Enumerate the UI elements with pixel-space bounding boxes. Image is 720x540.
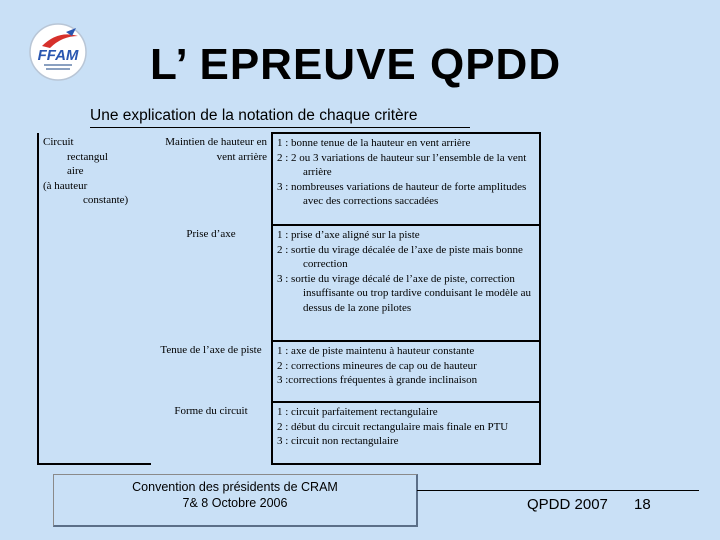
notes-cell: [272, 225, 540, 341]
page-number: 18: [634, 496, 651, 513]
category-line: rectangul: [67, 150, 108, 163]
category-line: aire: [67, 165, 84, 177]
criterion-cell: Prise d’axe: [186, 228, 236, 240]
category-line: Circuit: [43, 136, 74, 148]
note-line: 3 :corrections fréquentes à grande inclinaison: [277, 374, 478, 386]
ffam-logo-icon: [28, 22, 88, 82]
footer-slide-label: QPDD 2007: [527, 496, 608, 513]
category-line: constante): [83, 194, 129, 206]
note-line: 1 : prise d’axe aligné sur la piste: [277, 229, 420, 241]
footer-box: [53, 474, 418, 527]
footer-dates: 7& 8 Octobre 2006: [182, 496, 288, 510]
note-line: 1 : circuit parfaitement rectangulaire: [277, 406, 438, 418]
note-line: 2 : début du circuit rectangulaire mais finale en PTU: [277, 420, 509, 433]
note-line: 3 : sortie du virage décalé de l’axe de piste, correction insuffisante ou trop tardive conduisant le modèle au dessus de la zone pilotes: [277, 272, 531, 314]
notes-cell: [272, 341, 540, 402]
category-cell: [38, 133, 151, 464]
subtitle-underline: [90, 127, 470, 128]
criterion-cell: Forme du circuit: [174, 405, 248, 417]
footer-rule: [417, 490, 699, 491]
note-line: 1 : bonne tenue de la hauteur en vent arrière: [277, 137, 471, 149]
slide-title: L’ EPREUVE QPDD: [150, 40, 562, 89]
criteria-table: [37, 132, 541, 465]
criterion-cell: Tenue de l’axe de piste: [160, 344, 262, 356]
category-line: (à hauteur: [43, 179, 88, 192]
logo-text: FFAM: [37, 47, 79, 64]
criterion-cell: Maintien de hauteur en vent arrière: [165, 136, 267, 163]
note-line: 2 : corrections mineures de cap ou de hauteur: [277, 359, 477, 372]
note-line: 2 : 2 ou 3 variations de hauteur sur l’ensemble de la vent arrière: [277, 151, 527, 178]
footer-event: Convention des présidents de CRAM: [132, 480, 338, 494]
notes-cell: [272, 402, 540, 464]
note-line: 1 : axe de piste maintenu à hauteur constante: [277, 345, 475, 357]
note-line: 3 : nombreuses variations de hauteur de forte amplitudes avec des corrections saccadées: [277, 180, 527, 207]
note-line: 3 : circuit non rectangulaire: [277, 435, 399, 447]
table-row: [38, 133, 540, 225]
slide-subtitle: Une explication de la notation de chaque critère: [90, 107, 418, 124]
notes-cell: [272, 133, 540, 225]
ffam-logo: [28, 22, 88, 82]
note-line: 2 : sortie du virage décalée de l’axe de piste mais bonne correction: [277, 243, 523, 270]
